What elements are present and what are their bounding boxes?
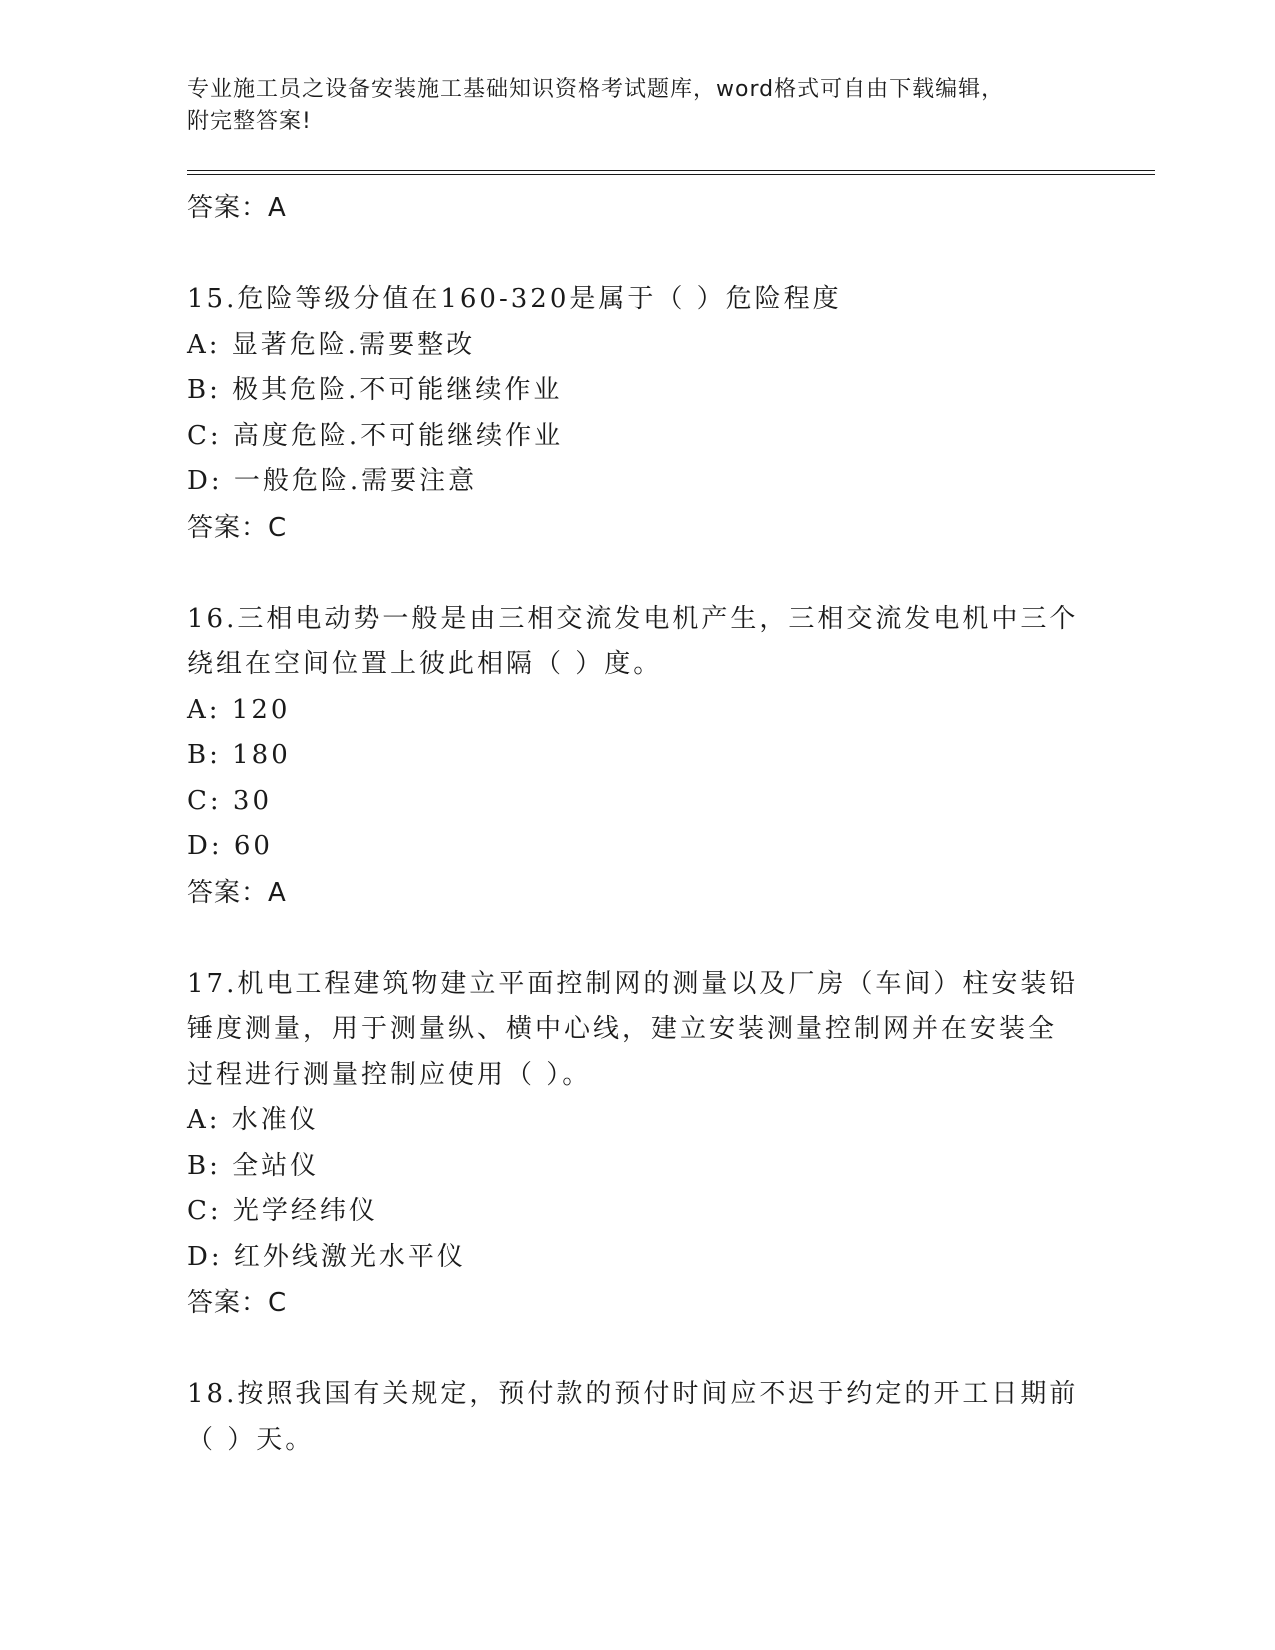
option-d: D: 一般危险.需要注意 — [187, 466, 478, 496]
question-stem — [187, 1372, 1147, 1463]
stem-line: 过程进行测量控制应使用（ ）。 — [187, 1059, 592, 1090]
divider-line-top — [187, 170, 1155, 171]
question-stem — [187, 962, 1147, 1099]
stem-line: （ ）天。 — [187, 1424, 315, 1455]
stem-line: 绕组在空间位置上彼此相隔（ ）度。 — [187, 649, 663, 679]
option-a: A: 显著危险.需要整改 — [187, 329, 476, 360]
question-16 — [187, 597, 1147, 916]
stem-line: 18.按照我国有关规定，预付款的预付时间应不迟于约定的开工日期前 — [187, 1379, 1079, 1409]
header-line-2: 附完整答案! — [187, 109, 312, 134]
option-d: D: 60 — [187, 831, 273, 861]
option-d: D: 红外线激光水平仪 — [187, 1241, 466, 1272]
stem-line: 16.三相电动势一般是由三相交流发电机产生，三相交流发电机中三个 — [187, 603, 1079, 634]
option-a: A: 水准仪 — [187, 1105, 319, 1135]
option-c: C: 高度危险.不可能继续作业 — [187, 420, 564, 451]
option-c: C: 光学经纬仪 — [187, 1196, 378, 1226]
option-c: C: 30 — [187, 785, 273, 816]
question-answer: 答案：C — [187, 512, 288, 543]
option-b: B: 全站仪 — [187, 1150, 320, 1181]
previous-question-answer: 答案：A — [187, 193, 287, 223]
header-divider — [187, 170, 1147, 175]
stem-line: 锤度测量，用于测量纵、横中心线，建立安装测量控制网并在安装全 — [187, 1014, 1058, 1044]
question-15 — [187, 277, 1147, 551]
question-stem — [187, 277, 1147, 323]
document-page — [187, 74, 1147, 1463]
question-17 — [187, 962, 1147, 1327]
option-a: A: 120 — [187, 694, 291, 725]
option-b: B: 极其危险.不可能继续作业 — [187, 375, 563, 405]
stem-line: 17.机电工程建筑物建立平面控制网的测量以及厂房（车间）柱安装铅 — [187, 968, 1079, 999]
question-18 — [187, 1372, 1147, 1463]
option-b: B: 180 — [187, 740, 291, 770]
question-answer: 答案：C — [187, 1288, 288, 1318]
header-line-1: 专业施工员之设备安装施工基础知识资格考试题库，word格式可自由下载编辑， — [187, 77, 1005, 102]
divider-line-bottom — [187, 174, 1155, 175]
stem-line: 15.危险等级分值在160-320是属于（ ）危险程度 — [187, 284, 842, 314]
question-answer: 答案：A — [187, 877, 287, 908]
question-stem — [187, 597, 1147, 688]
